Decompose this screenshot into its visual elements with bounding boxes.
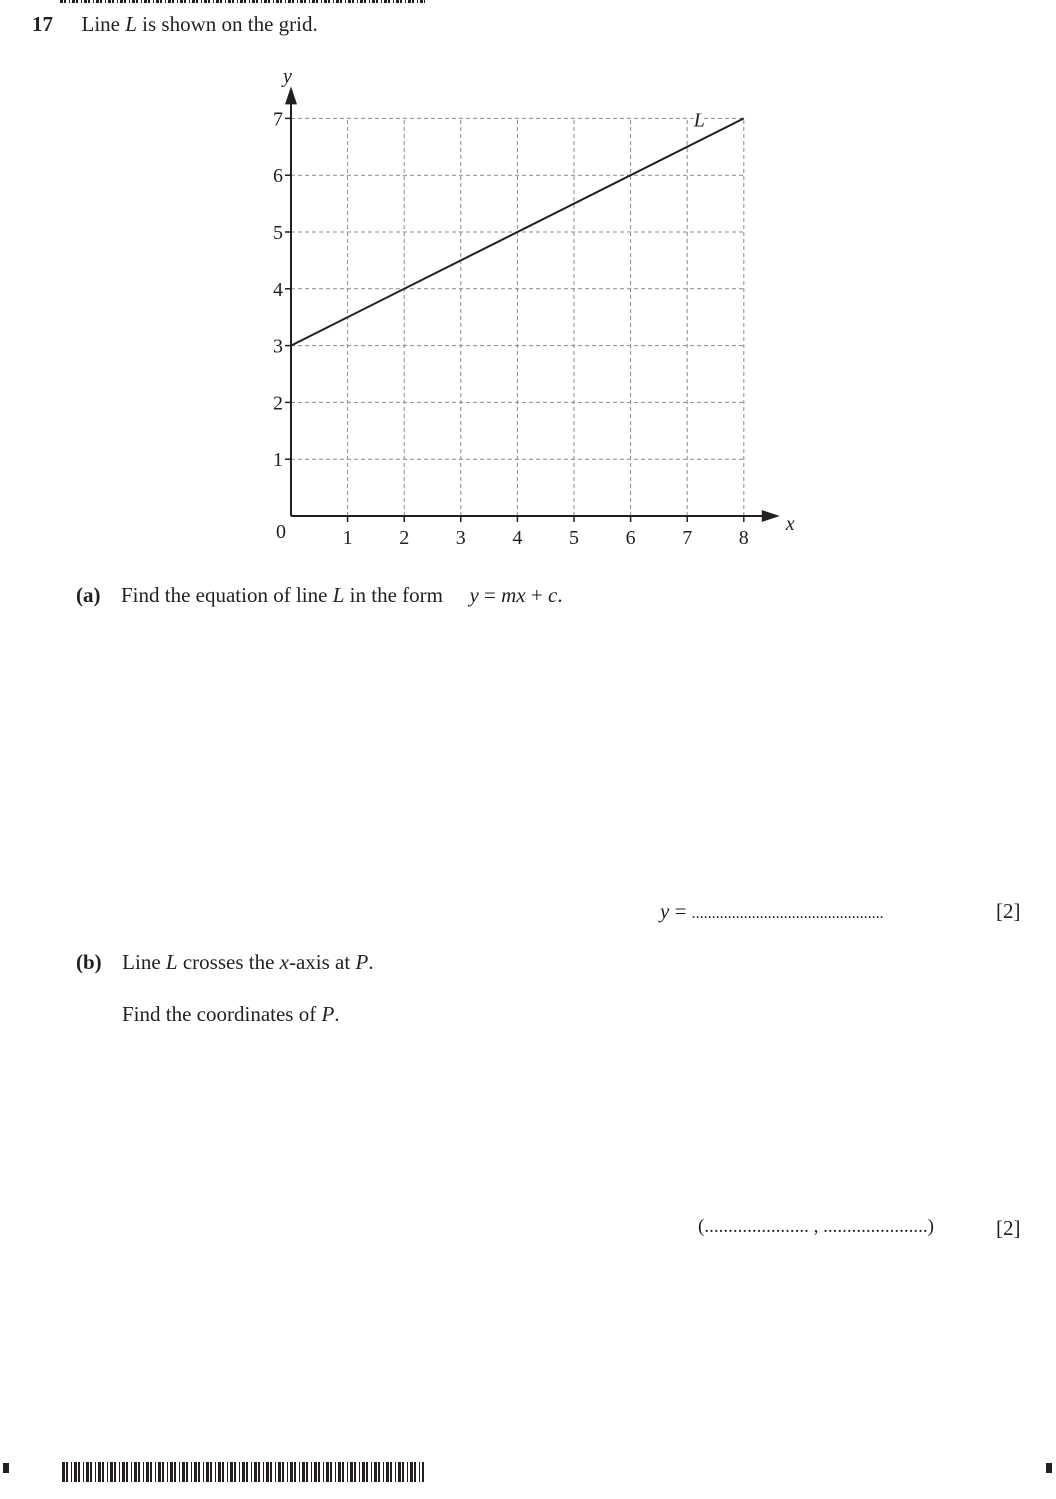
barcode-bar xyxy=(228,0,231,3)
barcode-bar xyxy=(148,0,150,3)
barcode-bar xyxy=(167,1462,168,1482)
axes xyxy=(285,86,780,522)
x-tick-label-8: 8 xyxy=(738,527,749,549)
barcode-bar xyxy=(422,1462,424,1482)
barcode-bar xyxy=(172,0,174,3)
part-a-question xyxy=(76,583,563,608)
barcode-bar xyxy=(168,0,171,3)
x-tick-label-6: 6 xyxy=(625,527,636,549)
barcode-bar xyxy=(239,1462,240,1482)
equation-form xyxy=(469,583,562,607)
part-a-marks: [2] xyxy=(996,899,1021,923)
barcode-bar xyxy=(400,0,402,3)
barcode-bar xyxy=(395,1462,396,1482)
barcode-bar xyxy=(348,0,351,3)
barcode-bar xyxy=(371,1462,372,1482)
barcode-bar xyxy=(374,1462,377,1482)
barcode-bar xyxy=(131,1462,132,1482)
barcode-bar xyxy=(402,1462,404,1482)
barcode-bar xyxy=(184,0,186,3)
barcode-bar xyxy=(268,0,270,3)
barcode-bar xyxy=(96,0,99,3)
barcode-bar xyxy=(280,0,282,3)
barcode-bar xyxy=(62,1462,65,1482)
form-mx: mx xyxy=(501,583,526,607)
barcode-bar xyxy=(360,0,363,3)
question-number: 17 xyxy=(32,12,53,36)
barcode-bar xyxy=(350,1462,353,1482)
barcode-bar xyxy=(74,1462,77,1482)
y-tick-label-2: 2 xyxy=(273,392,283,415)
barcode-bar xyxy=(300,0,303,3)
barcode-bar xyxy=(354,1462,356,1482)
barcode-bar xyxy=(282,1462,284,1482)
barcode-bar xyxy=(146,1462,149,1482)
barcode-bar xyxy=(124,0,126,3)
barcode-bar xyxy=(251,1462,252,1482)
barcode-bar xyxy=(155,1462,156,1482)
barcode-bar xyxy=(362,1462,365,1482)
barcode-bar xyxy=(174,1462,176,1482)
barcode-bar xyxy=(98,1462,101,1482)
barcode-bar xyxy=(364,0,366,3)
barcode-bar xyxy=(299,1462,300,1482)
barcode-bar xyxy=(100,0,102,3)
form-end: . xyxy=(557,583,563,607)
x-tick-label-1: 1 xyxy=(342,527,353,549)
grid xyxy=(291,118,744,516)
barcode-bar xyxy=(204,0,207,3)
series-label-L: L xyxy=(693,109,705,132)
barcode-bar xyxy=(71,1462,72,1482)
part-b-question xyxy=(76,950,374,975)
stem-line-name: L xyxy=(125,12,137,36)
barcode-bar xyxy=(357,0,358,3)
barcode-bar xyxy=(213,0,214,3)
barcode-bar xyxy=(150,1462,152,1482)
barcode-bar xyxy=(263,1462,264,1482)
x-tick-label-4: 4 xyxy=(512,527,523,549)
answer-dots[interactable]: ................................................ xyxy=(691,905,884,922)
barcode-bar xyxy=(288,0,291,3)
barcode-bar xyxy=(108,0,111,3)
part-b-text-end: . xyxy=(368,950,374,974)
barcode-bar xyxy=(398,1462,401,1482)
barcode-bar xyxy=(93,0,94,3)
barcode-bar xyxy=(287,1462,288,1482)
barcode-bar xyxy=(158,1462,161,1482)
barcode-bar xyxy=(318,1462,320,1482)
barcode-bar xyxy=(256,0,258,3)
barcode-bar xyxy=(117,0,118,3)
barcode-bar xyxy=(366,1462,368,1482)
barcode-bar xyxy=(102,1462,104,1482)
barcode-bar xyxy=(270,1462,272,1482)
y-axis-arrow xyxy=(285,86,297,104)
barcode-bar xyxy=(179,1462,180,1482)
barcode-bar xyxy=(335,1462,336,1482)
barcode-bar xyxy=(316,0,318,3)
barcode-bar xyxy=(144,0,147,3)
barcode-bar xyxy=(220,0,222,3)
barcode-bar xyxy=(141,0,142,3)
barcode-bar xyxy=(240,0,243,3)
barcode-bar xyxy=(222,1462,224,1482)
barcode-bar xyxy=(278,1462,281,1482)
barcode-bar xyxy=(110,1462,113,1482)
barcode-bar xyxy=(170,1462,173,1482)
barcode-bar xyxy=(122,1462,125,1482)
barcode-bar xyxy=(306,1462,308,1482)
part-b-instruction xyxy=(122,1002,340,1027)
barcode-bar xyxy=(290,1462,293,1482)
barcode-bar xyxy=(64,0,66,3)
barcode-bar xyxy=(126,1462,128,1482)
barcode-bar xyxy=(129,0,130,3)
barcode-bar xyxy=(312,0,315,3)
barcode-bar xyxy=(330,1462,332,1482)
barcode-bar xyxy=(84,0,87,3)
barcode-bar xyxy=(136,0,138,3)
part-a-label: (a) xyxy=(76,583,101,607)
barcode-bar xyxy=(414,1462,416,1482)
barcode-bar xyxy=(189,0,190,3)
part-b-instruction-point: P xyxy=(321,1002,335,1026)
y-tick-label-1: 1 xyxy=(273,449,283,472)
part-b-answer-line[interactable]: (...................... , ......................) xyxy=(698,1216,934,1237)
barcode-bar xyxy=(83,1462,84,1482)
barcode-bar xyxy=(201,0,202,3)
barcode-bar xyxy=(203,1462,204,1482)
barcode-bar xyxy=(95,1462,96,1482)
barcode-bar xyxy=(381,0,382,3)
barcode-bar xyxy=(258,1462,260,1482)
barcode-bar xyxy=(225,0,226,3)
barcode-bar xyxy=(275,1462,276,1482)
barcode-bar xyxy=(345,0,346,3)
y-axis-label: y xyxy=(283,65,292,88)
answer-eq: = xyxy=(669,899,692,923)
line-graph xyxy=(260,60,800,560)
barcode-bar xyxy=(165,0,166,3)
barcode-bar xyxy=(210,1462,212,1482)
barcode-bar xyxy=(81,0,82,3)
barcode-bar xyxy=(328,0,330,3)
barcode-bar xyxy=(340,0,342,3)
y-tick-label-7: 7 xyxy=(273,108,283,131)
barcode-bar xyxy=(314,1462,317,1482)
barcode-bar xyxy=(196,0,198,3)
barcode-bar xyxy=(244,0,246,3)
part-b-instruction-end: . xyxy=(334,1002,340,1026)
barcode-bar xyxy=(408,0,411,3)
corner-registration-mark-left xyxy=(3,1463,9,1473)
form-c: c xyxy=(547,583,558,607)
part-b-point-name: P xyxy=(355,950,369,974)
barcode-bar xyxy=(160,0,162,3)
barcode-bar xyxy=(396,0,399,3)
barcode-bar xyxy=(276,0,279,3)
part-b-axis-name: x xyxy=(279,950,289,974)
barcode-bar xyxy=(156,0,159,3)
part-a-text: Find the equation of line xyxy=(121,583,333,607)
barcode-bar xyxy=(191,1462,192,1482)
barcode-bar xyxy=(405,0,406,3)
barcode-bar xyxy=(194,1462,197,1482)
barcode-bar xyxy=(66,1462,68,1482)
barcode-bar xyxy=(419,1462,420,1482)
barcode-bar xyxy=(186,1462,188,1482)
barcode-bar xyxy=(412,0,414,3)
barcode-bar xyxy=(417,0,418,3)
barcode-bar xyxy=(323,1462,324,1482)
barcode-bar xyxy=(302,1462,305,1482)
barcode-bar xyxy=(342,1462,344,1482)
part-b-label: (b) xyxy=(76,950,102,974)
barcode-bar xyxy=(218,1462,221,1482)
barcode-bar xyxy=(390,1462,392,1482)
barcode-bar xyxy=(120,0,123,3)
barcode-bar xyxy=(227,1462,228,1482)
part-a-text-end: in the form xyxy=(344,583,443,607)
barcode-bar xyxy=(254,1462,257,1482)
stem-text-end: is shown on the grid. xyxy=(136,12,318,36)
part-a-answer-line[interactable] xyxy=(660,899,884,924)
barcode-bar xyxy=(273,0,274,3)
barcode-bar xyxy=(78,1462,80,1482)
barcode-bar xyxy=(309,0,310,3)
barcode-bar xyxy=(304,0,306,3)
ticks xyxy=(273,108,749,549)
barcode-bar xyxy=(378,1462,380,1482)
barcode-bar xyxy=(326,1462,329,1482)
barcode-bar xyxy=(242,1462,245,1482)
barcode-bar xyxy=(230,1462,233,1482)
barcode-bar xyxy=(60,0,63,3)
origin-label: 0 xyxy=(276,521,286,543)
barcode-bar xyxy=(90,1462,92,1482)
barcode-bar xyxy=(372,0,375,3)
barcode-bar xyxy=(294,1462,296,1482)
form-eq: = xyxy=(478,583,502,607)
x-tick-label-7: 7 xyxy=(682,527,693,549)
part-b-marks: [2] xyxy=(996,1216,1021,1240)
barcode-bar xyxy=(424,0,425,3)
barcode-bar xyxy=(359,1462,360,1482)
barcode-bar xyxy=(119,1462,120,1482)
barcode-bar xyxy=(266,1462,269,1482)
stem-text: Line xyxy=(81,12,126,36)
y-tick-label-6: 6 xyxy=(273,165,283,188)
barcode-bar xyxy=(383,1462,384,1482)
barcode-bar xyxy=(192,0,195,3)
barcode-bar xyxy=(369,0,370,3)
barcode-bar xyxy=(285,0,286,3)
part-b-text: Line xyxy=(122,950,166,974)
barcode-bar xyxy=(114,1462,116,1482)
barcode-bar xyxy=(215,1462,216,1482)
barcode-bar xyxy=(153,0,154,3)
barcode-bar xyxy=(216,0,219,3)
barcode-bar xyxy=(138,1462,140,1482)
barcode-bar xyxy=(264,0,267,3)
barcode-bar xyxy=(420,0,423,3)
question-stem xyxy=(82,12,318,36)
barcode-bar xyxy=(88,0,90,3)
axis-labels xyxy=(281,65,795,535)
barcode-bar xyxy=(410,1462,413,1482)
barcode-bar xyxy=(132,0,135,3)
corner-registration-mark-right xyxy=(1046,1463,1052,1473)
barcode-bar xyxy=(237,0,238,3)
barcode-bar xyxy=(249,0,250,3)
barcode-bar xyxy=(234,1462,236,1482)
barcode-bar xyxy=(252,0,255,3)
x-tick-label-2: 2 xyxy=(399,527,410,549)
x-axis-label: x xyxy=(785,513,795,535)
barcode-bar xyxy=(76,0,78,3)
barcode-bar xyxy=(384,0,387,3)
barcode-bar xyxy=(407,1462,408,1482)
barcode-bar xyxy=(206,1462,209,1482)
barcode-bar xyxy=(347,1462,348,1482)
barcode-bar xyxy=(292,0,294,3)
part-b-instruction-text: Find the coordinates of xyxy=(122,1002,322,1026)
y-tick-label-4: 4 xyxy=(273,278,283,301)
barcode-bar xyxy=(143,1462,144,1482)
barcode-bar xyxy=(112,0,114,3)
barcode-bar xyxy=(86,1462,89,1482)
part-a-line-name: L xyxy=(332,583,345,607)
barcode-bar xyxy=(72,0,75,3)
part-b-text-3: -axis at xyxy=(288,950,356,974)
barcode-bar xyxy=(134,1462,137,1482)
barcode-bar xyxy=(393,0,394,3)
top-barcode xyxy=(60,0,425,3)
barcode-bar xyxy=(69,0,70,3)
y-tick-label-5: 5 xyxy=(273,222,283,244)
barcode-bar xyxy=(180,0,183,3)
barcode-bar xyxy=(261,0,262,3)
answer-y: y xyxy=(660,899,670,923)
x-tick-label-5: 5 xyxy=(569,527,579,549)
form-plus: + xyxy=(525,583,548,607)
barcode-bar xyxy=(246,1462,248,1482)
question-heading xyxy=(32,12,318,37)
barcode-bar xyxy=(324,0,327,3)
barcode-bar xyxy=(105,0,106,3)
barcode-bar xyxy=(297,0,298,3)
barcode-bar xyxy=(177,0,178,3)
bottom-barcode xyxy=(62,1462,424,1482)
barcode-bar xyxy=(386,1462,389,1482)
form-y: y xyxy=(469,583,479,607)
y-tick-label-3: 3 xyxy=(273,335,283,358)
barcode-bar xyxy=(107,1462,108,1482)
barcode-bar xyxy=(208,0,210,3)
x-tick-label-3: 3 xyxy=(455,527,466,549)
barcode-bar xyxy=(352,0,354,3)
part-b-text-2: crosses the xyxy=(177,950,280,974)
x-axis-arrow xyxy=(762,510,780,522)
barcode-bar xyxy=(321,0,322,3)
barcode-bar xyxy=(232,0,234,3)
barcode-bar xyxy=(198,1462,200,1482)
barcode-bar xyxy=(162,1462,164,1482)
barcode-bar xyxy=(311,1462,312,1482)
barcode-bar xyxy=(376,0,378,3)
barcode-bar xyxy=(336,0,339,3)
barcode-bar xyxy=(182,1462,185,1482)
part-b-line-name: L xyxy=(165,950,178,974)
barcode-bar xyxy=(388,0,390,3)
barcode-bar xyxy=(333,0,334,3)
barcode-bar xyxy=(338,1462,341,1482)
